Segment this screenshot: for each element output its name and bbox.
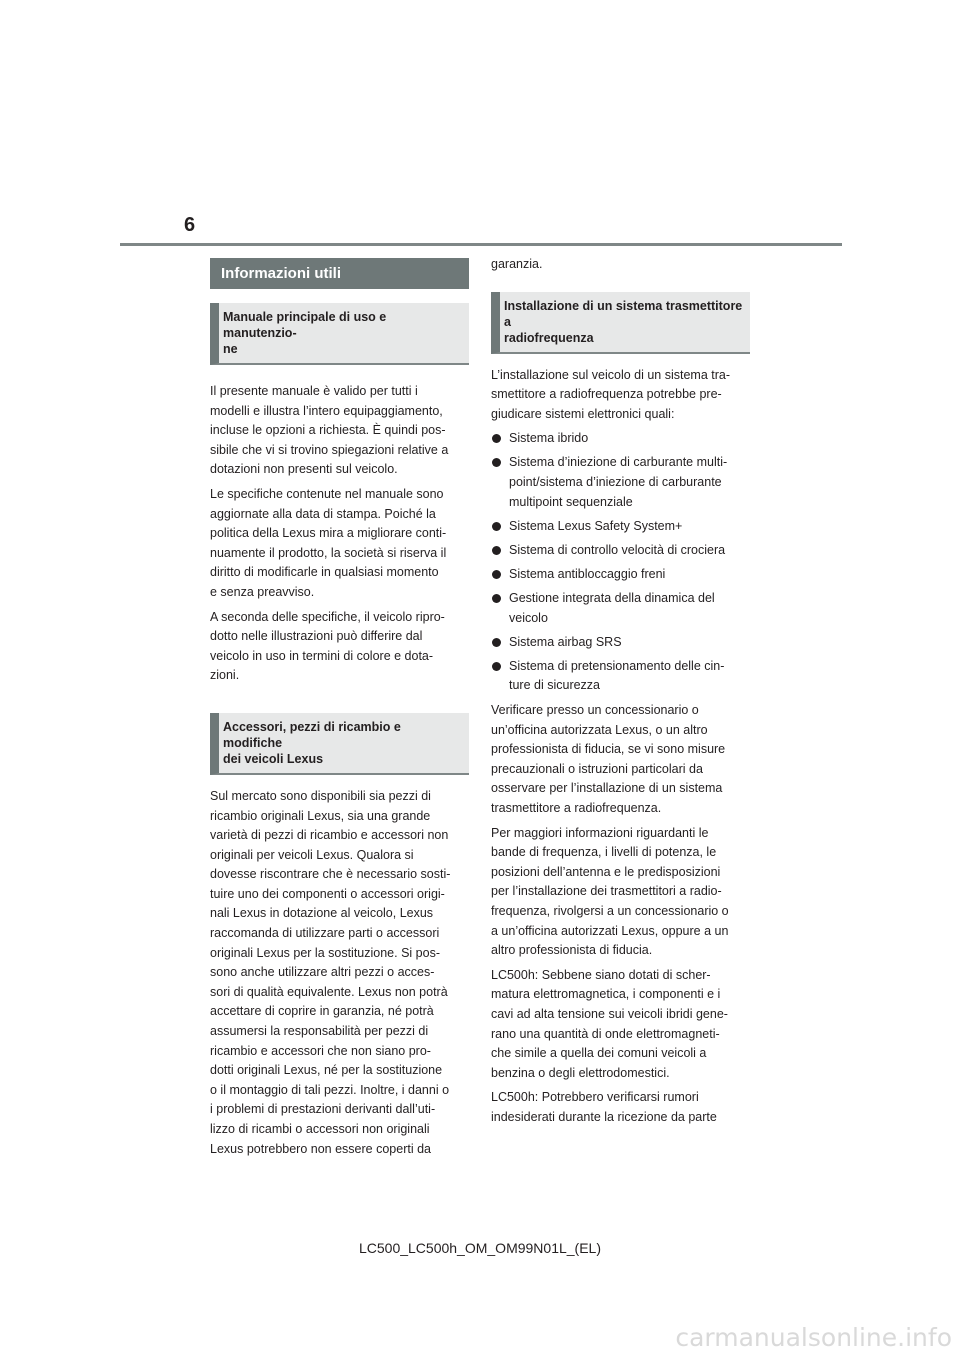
subhead-accessori: Accessori, pezzi di ricambio e modifiche dei veicoli Lexus [210,713,469,775]
right-column [491,258,750,1127]
list-item: Sistema ibrido [491,429,750,449]
paragraph: A seconda delle specifiche, il veicolo ripro- dotto nelle illustrazioni può differire dal veicolo in uso in termini di colore e dota- zioni. [210,609,445,683]
paragraph: Sul mercato sono disponibili sia pezzi di ricambio originali Lexus, sia una grande varietà di pezzi di ricambio e accessori non originali per veicoli Lexus. Qualora si dovesse riscontrare che è necessario sosti- tuire uno dei componenti o accessori origi- nali Lexus in dotazione al veicolo, Lexus raccomanda di utilizzare parti o accessori originali Lexus per la sostituzione. Si pos- sono anche utilizzare altri pezzi o acces- sori di qualità equivalente. Lexus non potrà accettare di coprire in garanzia, né potrà assumersi la responsabilità per pezzi di ricambio e accessori che non siano pro- dotti originali Lexus, né per la sostituzione o il montaggio di tali pezzi. Inoltre, i danni o i problemi di prestazioni derivanti dall’uti- lizzo di ricambi o accessori non originali Lexus potrebbero non essere coperti da [210,788,451,1156]
bullet-icon [492,570,501,579]
paragraph: LC500h: Potrebbero verificarsi rumori indesiderati durante la ricezione da parte [491,1090,717,1124]
continuation-text: garanzia. [491,257,543,271]
bullet-icon [492,522,501,531]
bullet-icon [492,434,501,443]
paragraph: Per maggiori informazioni riguardanti le bande di frequenza, i livelli di potenza, le posizioni dell’antenna e le predisposizioni per l’installazione dei trasmettitori a radio- frequenza, rivolgersi a un concessionario o a un’officina autorizzati Lexus, oppure a un altro professionista di fiducia. [491,825,729,958]
list-item: Sistema Lexus Safety System+ [491,517,750,537]
bullet-icon [492,662,501,671]
section-title: Informazioni utili [210,258,469,289]
list-item: Sistema d’iniezione di carburante multi- point/sistema d’iniezione di carburante multipoint sequenziale [491,453,750,512]
paragraph: Le specifiche contenute nel manuale sono aggiornate alla data di stampa. Poiché la politica della Lexus mira a migliorare conti- nuamente il prodotto, la società si riserva il diritto di modificarle in qualsiasi momento e senza preavviso. [210,486,447,599]
list-item: Sistema di controllo velocità di crociera [491,541,750,561]
list-item: Sistema di pretensionamento delle cin- ture di sicurezza [491,657,750,696]
bullet-icon [492,594,501,603]
list-item: Sistema airbag SRS [491,633,750,653]
footer-code: LC500_LC500h_OM_OM99N01L_(EL) [358,1240,602,1256]
list-item: Gestione integrata della dinamica del veicolo [491,589,750,628]
bullet-icon [492,458,501,467]
watermark: carmanualsonline.info [675,1323,952,1352]
left-column [210,258,469,1159]
header-rule [120,243,842,246]
paragraph: Il presente manuale è valido per tutti i modelli e illustra l’intero equipaggiamento, incluse le opzioni a richiesta. È quindi pos- sibile che vi si trovino spiegazioni relative a dotazioni non presenti sul veicolo. [210,384,449,477]
page-number: 6 [184,214,196,236]
bullet-icon [492,638,501,647]
system-list [491,429,750,696]
subhead-installazione: Installazione di un sistema trasmettitore a radiofrequenza [491,292,750,354]
paragraph: LC500h: Sebbene siano dotati di scher- matura elettromagnetica, i componenti e i cavi ad alta tensione sui veicoli ibridi gene- rano una quantità di onde elettromagneti- che simile a quella dei comuni veicoli a benzina o degli elettrodomestici. [491,967,728,1080]
subhead-manuale: Manuale principale di uso e manutenzio- ne [210,303,469,365]
intro-paragraph: L’installazione sul veicolo di un sistema tra- smettitore a radiofrequenza potrebbe pre- giudicare sistemi elettronici quali: [491,367,731,421]
paragraph: Verificare presso un concessionario o un’officina autorizzata Lexus, o un altro professionista di fiducia, se vi sono misure precauzionali o istruzioni particolari da osservare per l’installazione di un sistema trasmettitore a radiofrequenza. [491,703,726,815]
list-item: Sistema antibloccaggio freni [491,565,750,585]
bullet-icon [492,546,501,555]
